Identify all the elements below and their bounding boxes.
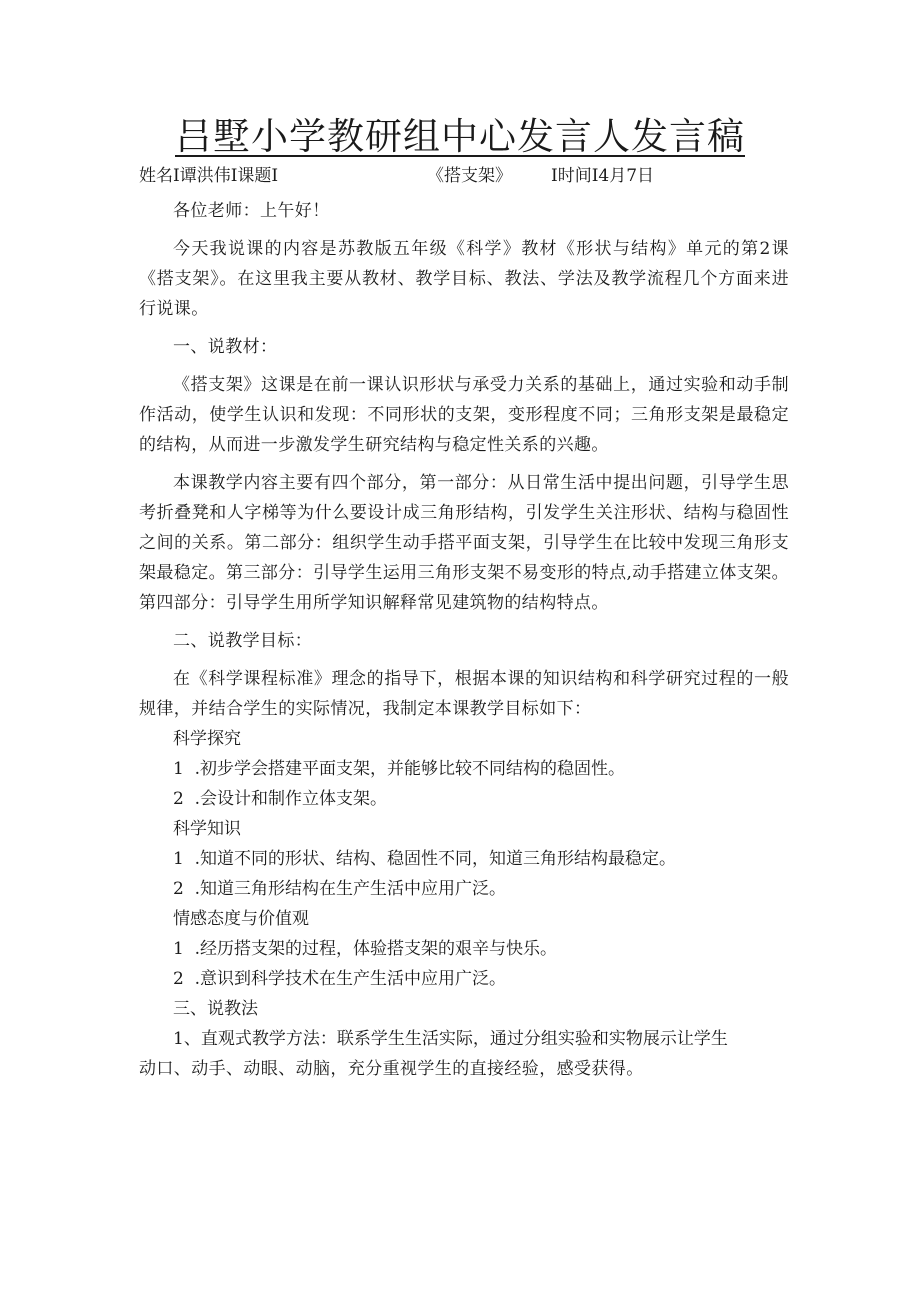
method-line-2: 动口、动手、动眼、动脑，充分重视学生的直接经验，感受获得。 [139,1059,644,1079]
subheading-science-knowledge: 科学知识 [173,819,241,839]
section-heading-methods: 三、说教法 [173,999,258,1019]
content-paragraph: 本课教学内容主要有四个部分，第一部分：从日常生活中提出问题，引导学生思考折叠凳和人字梯等为什么要设计成三角形结构，引发学生关注形状、结构与稳固性之间的关系。第二部分：组织学生动手搭平面支架，引导学生在比较中发现三角形支架最稳定。第三部分：引导学生运用三角形支架不易变形的特点,动手搭建立体支架。第四部分：引导学生用所学知识解释常见建筑物的结构特点。 [139,473,789,613]
list-item: 1 .知道不同的形状、结构、稳固性不同，知道三角形结构最稳定。 [173,849,677,869]
list-item: 2 .会设计和制作立体支架。 [173,789,388,809]
meta-time: I时间I4月7日 [551,166,655,186]
greeting: 各位老师：上午好！ [173,201,330,221]
document-title: 吕墅小学教研组中心发言人发言稿 [175,115,745,158]
subheading-attitude-values: 情感态度与价值观 [173,909,309,929]
meta-name: 姓名I谭洪伟I课题I [139,166,279,186]
goals-paragraph: 在《科学课程标准》理念的指导下，根据本课的知识结构和科学研究过程的一般规律，并结合学生的实际情况，我制定本课教学目标如下： [139,669,789,719]
textbook-paragraph: 《搭支架》这课是在前一课认识形状与承受力关系的基础上，通过实验和动手制作活动，使学生认识和发现：不同形状的支架，变形程度不同；三角形支架是最稳定的结构，从而进一步激发学生研究结构与稳定性关系的兴趣。 [139,375,789,455]
section-heading-textbook: 一、说教材： [173,337,278,357]
subheading-science-inquiry: 科学探究 [173,729,241,749]
list-item: 1 .经历搭支架的过程，体验搭支架的艰辛与快乐。 [173,939,558,959]
method-line-1: 1、直观式教学方法：联系学生生活实际，通过分组实验和实物展示让学生 [173,1029,728,1049]
list-item: 2 .意识到科学技术在生产生活中应用广泛。 [173,969,507,989]
list-item: 1 .初步学会搭建平面支架，并能够比较不同结构的稳固性。 [173,759,626,779]
meta-topic: 《搭支架》 [427,166,512,186]
section-heading-goals: 二、说教学目标： [173,631,313,651]
list-item: 2 .知道三角形结构在生产生活中应用广泛。 [173,879,507,899]
document-body [139,196,789,1084]
intro-paragraph: 今天我说课的内容是苏教版五年级《科学》教材《形状与结构》单元的第2课《搭支架》。在这里我主要从教材、教学目标、教法、学法及教学流程几个方面来进行说课。 [139,239,789,319]
meta-line [139,163,779,189]
